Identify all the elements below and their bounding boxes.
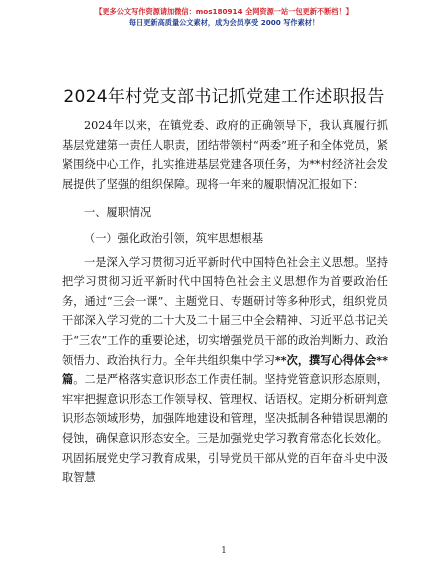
intro-paragraph: 2024年以来，在镇党委、政府的正确领导下，我认真履行抓基层党建第一责任人职责，团结带领村“两委”班子和全体党员，紧紧围绕中心工作，扎实推进基层党建各项任务，为**村经济社会发展提供了坚强的组织保障。现将一年来的履职情况汇报如下： — [62, 119, 388, 191]
bold-placeholder-text: **次，撰写心得体会**篇 — [62, 352, 388, 387]
document-title: 2024年村党支部书记抓党建工作述职报告 — [63, 87, 385, 107]
section-heading: 一、履职情况 — [84, 206, 152, 220]
page-number: 1 — [221, 546, 227, 556]
subsection-heading: （一）强化政治引领，筑牢思想根基 — [84, 231, 264, 245]
paragraph-text: 一是深入学习贯彻习近平新时代中国特色社会主义思想。坚持把学习贯彻习近平新时代中国特色社会主义思想作为首要政治任务，通过“三会一课”、主题党日、专题研讨等多种形式，组织党员干部深入学习党的二十大及二十届三中全会精神、习近平总书记关于“三农”工作的重要论述，切实增强党员干部的政治判断力、政治领悟力、政治执行力。全年共组织集中学习 — [62, 255, 388, 367]
banner-member-line: 每日更新高质量公文素材，成为会员享受 2000 写作素材！ — [128, 18, 320, 27]
banner-promo-line: 【更多公文写作资源请加微信：mos180914 全网资源一站一包更新不断档！】 — [95, 7, 353, 16]
body-paragraph — [62, 253, 388, 488]
document-body — [62, 116, 388, 488]
paragraph-text-continued: 。二是严格落实意识形态工作责任制。坚持党管意识形态原则，牢牢把握意识形态工作领导权、管理权、话语权。定期分析研判意识形态领域形势，加强阵地建设和管理，坚决抵制各种错误思潮的侵蚀，确保意识形态安全。三是加强党史学习教育常态化长效化。巩固拓展党史学习教育成果，引导党员干部从党的百年奋斗史中汲取智慧 — [62, 373, 388, 485]
header-banner — [0, 6, 448, 28]
